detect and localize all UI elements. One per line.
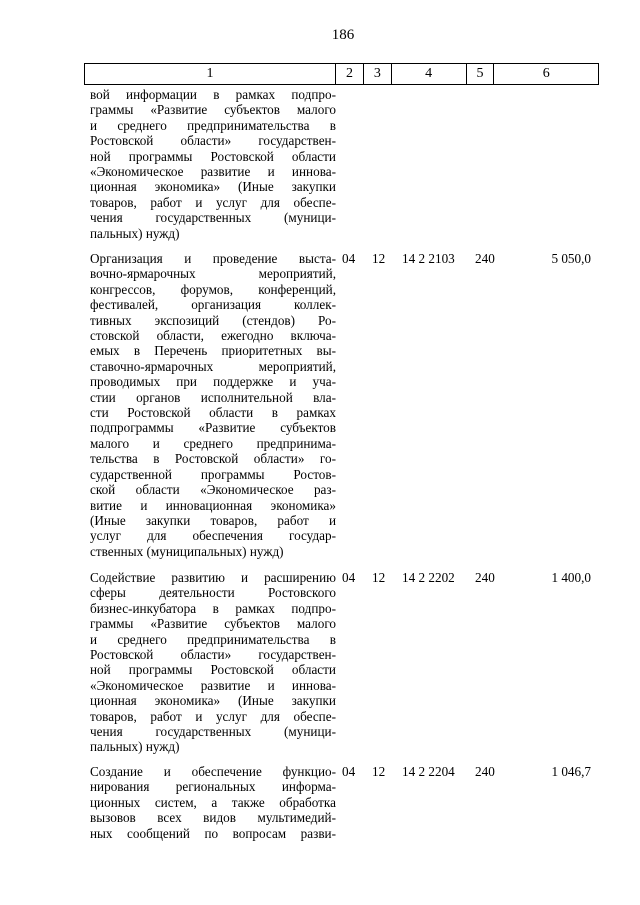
cell-col-2: 04 bbox=[342, 764, 356, 779]
description-line: ной программы Ростовской области bbox=[90, 148, 336, 164]
description-line: тивных экспозиций (стендов) Ро- bbox=[90, 312, 336, 328]
description-line: тельства в Ростовской области» го- bbox=[90, 451, 336, 467]
description-line: ных сообщений по вопросам разви- bbox=[90, 825, 336, 841]
description-line: стии органов исполнительной вла- bbox=[90, 389, 336, 405]
description-line: вочно-ярмарочных мероприятий, bbox=[90, 266, 336, 282]
description-line: пальных) нужд) bbox=[90, 225, 180, 241]
description-line: емых в Перечень приоритетных вы- bbox=[90, 343, 336, 359]
cell-col-2: 04 bbox=[342, 251, 356, 266]
description-line: и среднего предпринимательства в bbox=[90, 117, 336, 133]
description-line: «Экономическое развитие и иннова- bbox=[90, 164, 336, 180]
description-line: ной программы Ростовской области bbox=[90, 662, 336, 678]
cell-col-5: 240 bbox=[475, 764, 495, 779]
description-line: и среднего предпринимательства в bbox=[90, 631, 336, 647]
description-line: сти Ростовской области в рамках bbox=[90, 405, 336, 421]
cell-col-4: 14 2 2204 bbox=[402, 764, 455, 779]
header-col-1: 1 bbox=[85, 64, 336, 84]
cell-col-5: 240 bbox=[475, 570, 495, 585]
description-line: ционных систем, а также обработка bbox=[90, 794, 336, 810]
description-line: «Экономическое развитие и иннова- bbox=[90, 677, 336, 693]
description-line: граммы «Развитие субъектов малого bbox=[90, 102, 336, 118]
row-description bbox=[90, 764, 336, 841]
description-line: чения государственных (муници- bbox=[90, 724, 336, 740]
description-line: товаров, работ и услуг для обеспе- bbox=[90, 194, 336, 210]
description-line: Содействие развитию и расширению bbox=[90, 570, 336, 585]
description-line: витие и инновационная экономика» bbox=[90, 497, 336, 513]
row-description bbox=[90, 87, 336, 241]
cell-col-2: 04 bbox=[342, 570, 356, 585]
header-col-4: 4 bbox=[392, 64, 467, 84]
description-line: товаров, работ и услуг для обеспе- bbox=[90, 708, 336, 724]
description-line: конгрессов, форумов, конференций, bbox=[90, 281, 336, 297]
cell-col-6: 1 046,7 bbox=[551, 764, 591, 779]
header-col-5: 5 bbox=[467, 64, 495, 84]
description-line: стовской области, ежегодно включа- bbox=[90, 328, 336, 344]
cell-col-3: 12 bbox=[372, 251, 386, 266]
description-line: сферы деятельности Ростовского bbox=[90, 585, 336, 601]
description-line: (Иные закупки товаров, работ и bbox=[90, 512, 336, 528]
description-line: пальных) нужд) bbox=[90, 739, 180, 755]
description-line: ственных (муниципальных) нужд) bbox=[90, 543, 284, 559]
description-line: малого и среднего предпринима- bbox=[90, 435, 336, 451]
description-line: Организация и проведение выста- bbox=[90, 251, 336, 266]
description-line: ской области «Экономическое раз- bbox=[90, 482, 336, 498]
cell-col-6: 5 050,0 bbox=[551, 251, 591, 266]
cell-col-3: 12 bbox=[372, 764, 386, 779]
description-line: услуг для обеспечения государ- bbox=[90, 528, 336, 544]
description-line: нирования региональных информа- bbox=[90, 779, 336, 795]
description-line: граммы «Развитие субъектов малого bbox=[90, 616, 336, 632]
description-line: ставочно-ярмарочных мероприятий, bbox=[90, 358, 336, 374]
header-col-2: 2 bbox=[336, 64, 364, 84]
description-line: ционная экономика» (Иные закупки bbox=[90, 693, 336, 709]
description-line: чения государственных (муници- bbox=[90, 210, 336, 226]
description-line: подпрограммы «Развитие субъектов bbox=[90, 420, 336, 436]
description-line: Ростовской области» государствен- bbox=[90, 647, 336, 663]
description-line: ционная экономика» (Иные закупки bbox=[90, 179, 336, 195]
cell-col-4: 14 2 2202 bbox=[402, 570, 455, 585]
header-col-3: 3 bbox=[364, 64, 392, 84]
cell-col-6: 1 400,0 bbox=[551, 570, 591, 585]
row-description bbox=[90, 251, 336, 559]
description-line: проводимых при поддержке и уча- bbox=[90, 374, 336, 390]
cell-col-4: 14 2 2103 bbox=[402, 251, 455, 266]
description-line: сударственной программы Ростов- bbox=[90, 466, 336, 482]
description-line: Ростовской области» государствен- bbox=[90, 133, 336, 149]
row-description bbox=[90, 570, 336, 755]
description-line: фестивалей, организация коллек- bbox=[90, 297, 336, 313]
description-line: бизнес-инкубатора в рамках подпро- bbox=[90, 600, 336, 616]
page-number: 186 bbox=[331, 27, 355, 43]
description-line: вызовов всех видов мультимедий- bbox=[90, 810, 336, 826]
cell-col-5: 240 bbox=[475, 251, 495, 266]
cell-col-3: 12 bbox=[372, 570, 386, 585]
description-line: Создание и обеспечение функцио- bbox=[90, 764, 336, 779]
header-col-6: 6 bbox=[542, 66, 550, 81]
table-header bbox=[84, 63, 599, 85]
description-line: вой информации в рамках подпро- bbox=[90, 87, 336, 102]
